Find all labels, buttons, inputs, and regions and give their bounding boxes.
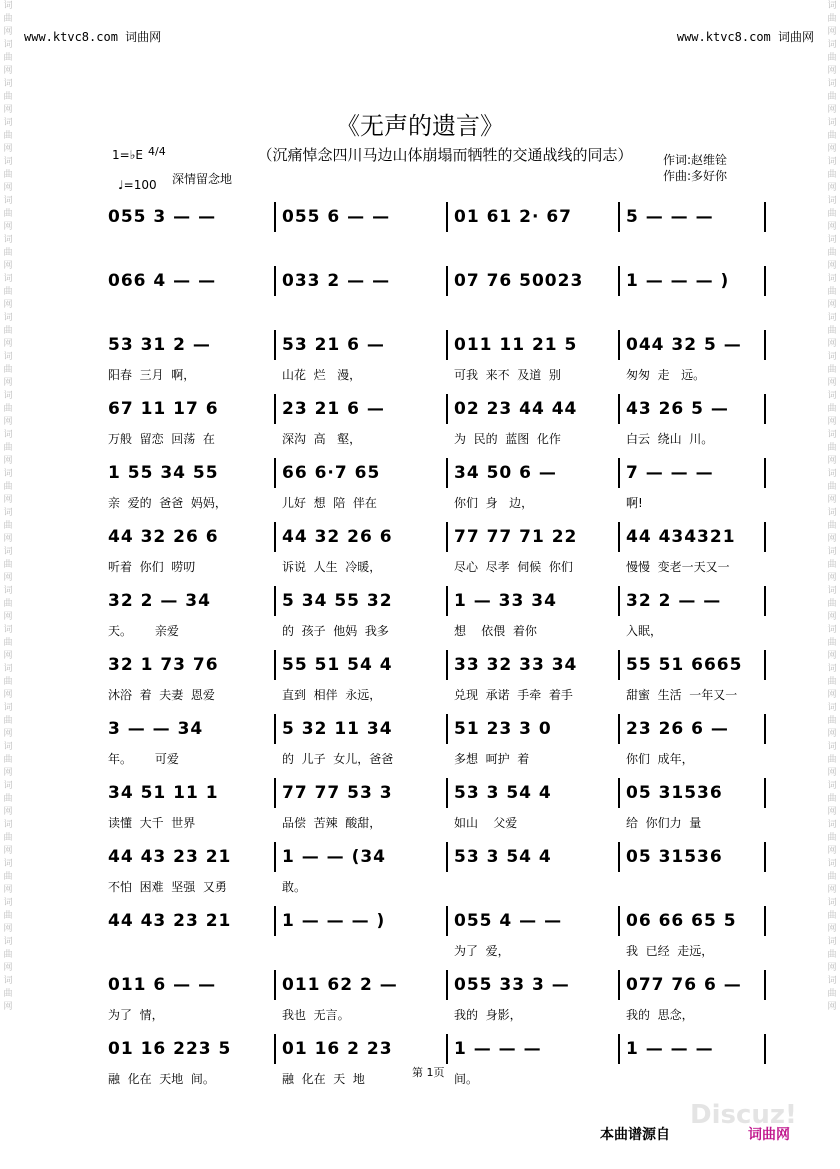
lyric-segment: 兑现 承诺 手牵 着手	[454, 688, 573, 702]
measure: 066 4 — —	[108, 271, 217, 291]
tempo-mark: ♩=100	[118, 178, 157, 192]
score-row	[100, 904, 768, 966]
measure: 53 31 2 —	[108, 335, 211, 355]
barline	[764, 394, 766, 424]
measure: 05 31536	[626, 847, 723, 867]
notes-line	[100, 456, 768, 490]
notes-line	[100, 904, 768, 938]
barline	[764, 202, 766, 232]
lyrics-line	[100, 298, 768, 326]
lyric-segment: 深沟 高 壑，	[282, 432, 362, 446]
lyric-segment: 儿好 想 陪 伴在	[282, 496, 377, 510]
barline	[618, 778, 620, 808]
score-row	[100, 712, 768, 774]
measure: 1 55 34 55	[108, 463, 219, 483]
time-signature: 4/4	[148, 145, 166, 158]
notes-line	[100, 200, 768, 234]
lyric-segment: 我的 身影，	[454, 1008, 522, 1022]
barline	[618, 714, 620, 744]
score-row	[100, 456, 768, 518]
lyrics-line	[100, 682, 768, 710]
lyric-segment: 天。 亲爱	[108, 624, 179, 638]
notes-line	[100, 392, 768, 426]
barline	[764, 970, 766, 1000]
measure: 7 — — —	[626, 463, 714, 483]
lyric-segment: 我 已经 走远，	[626, 944, 714, 958]
lyric-segment: 直到 相伴 永远，	[282, 688, 382, 702]
lyric-segment: 沐浴 着 夫妻 恩爱	[108, 688, 215, 702]
measure: 5 34 55 32	[282, 591, 393, 611]
barline	[618, 586, 620, 616]
lyrics-line	[100, 874, 768, 902]
measure: 5 — — —	[626, 207, 714, 227]
measure: 07 76 50023	[454, 271, 584, 291]
barline	[764, 458, 766, 488]
side-watermark-left: 词曲网词曲网词曲网词曲网词曲网词曲网词曲网词曲网词曲网词曲网词曲网词曲网词曲网词曲网词曲网词曲网词曲网词曲网词曲网词曲网词曲网词曲网词曲网词曲网词曲网词曲网	[3, 1, 13, 1012]
measure: 1 — — —	[626, 1039, 714, 1059]
measure: 32 2 — 34	[108, 591, 211, 611]
lyric-segment: 读懂 大千 世界	[108, 816, 196, 830]
lyric-segment: 我也 无言。	[282, 1008, 350, 1022]
barline	[764, 586, 766, 616]
composer: 作曲:多好你	[663, 169, 728, 183]
barline	[618, 842, 620, 872]
measure: 32 1 73 76	[108, 655, 219, 675]
measure: 033 2 — —	[282, 271, 391, 291]
measure: 66 6·7 65	[282, 463, 381, 483]
barline	[274, 330, 276, 360]
barline	[274, 586, 276, 616]
expression-mark: 深情留念地	[172, 172, 233, 186]
measure: 51 23 3 0	[454, 719, 552, 739]
lyric-segment: 的 孩子 他妈 我多	[282, 624, 389, 638]
measure: 77 77 71 22	[454, 527, 578, 547]
barline	[446, 522, 448, 552]
lyric-segment: 间。	[454, 1072, 479, 1086]
measure: 32 2 — —	[626, 591, 722, 611]
barline	[618, 330, 620, 360]
barline	[446, 266, 448, 296]
notes-line	[100, 776, 768, 810]
barline	[274, 394, 276, 424]
lyric-segment: 我的 思念，	[626, 1008, 694, 1022]
measure: 3 — — 34	[108, 719, 204, 739]
barline	[446, 970, 448, 1000]
lyric-segment: 诉说 人生 冷暖，	[282, 560, 382, 574]
barline	[274, 842, 276, 872]
lyrics-line	[100, 490, 768, 518]
score-row	[100, 264, 768, 326]
notes-line	[100, 840, 768, 874]
score-row	[100, 584, 768, 646]
lyric-segment: 融 化在 天 地	[282, 1072, 365, 1086]
score-row	[100, 776, 768, 838]
notes-line	[100, 264, 768, 298]
measure: 06 66 65 5	[626, 911, 737, 931]
side-watermark-right: 词曲网词曲网词曲网词曲网词曲网词曲网词曲网词曲网词曲网词曲网词曲网词曲网词曲网词曲网词曲网词曲网词曲网词曲网词曲网词曲网词曲网词曲网词曲网词曲网词曲网词曲网	[827, 1, 837, 1012]
key-signature: 1=♭E	[112, 148, 143, 162]
lyric-segment: 给 你们力 量	[626, 816, 702, 830]
page-number: 第 1页	[412, 1066, 445, 1079]
score-row	[100, 1032, 768, 1094]
footer-source-label: 本曲谱源自	[600, 1127, 670, 1143]
measure: 34 50 6 —	[454, 463, 557, 483]
barline	[446, 458, 448, 488]
measure: 67 11 17 6	[108, 399, 219, 419]
lyric-segment: 如山 父爱	[454, 816, 518, 830]
barline	[446, 202, 448, 232]
forum-watermark: Discuz!	[690, 1100, 797, 1130]
measure: 55 51 54 4	[282, 655, 393, 675]
lyric-segment: 可我 来不 及道 别	[454, 368, 561, 382]
barline	[274, 650, 276, 680]
lyrics-line	[100, 362, 768, 390]
lyricist: 作词:赵维铨	[663, 153, 728, 167]
score-row	[100, 968, 768, 1030]
measure: 01 61 2· 67	[454, 207, 573, 227]
measure: 1 — — — )	[626, 271, 730, 291]
score-row	[100, 840, 768, 902]
barline	[446, 586, 448, 616]
lyrics-line	[100, 938, 768, 966]
barline	[274, 1034, 276, 1064]
measure: 43 26 5 —	[626, 399, 729, 419]
lyric-segment: 啊!	[626, 496, 643, 510]
barline	[618, 266, 620, 296]
credits	[663, 152, 727, 184]
lyrics-line	[100, 554, 768, 582]
lyric-segment: 敢。	[282, 880, 307, 894]
measure: 53 3 54 4	[454, 847, 552, 867]
notes-line	[100, 648, 768, 682]
footer-brand-link[interactable]: 词曲网	[748, 1127, 790, 1143]
barline	[274, 714, 276, 744]
notes-line	[100, 1032, 768, 1066]
score-row	[100, 392, 768, 454]
barline	[446, 714, 448, 744]
measure: 23 26 6 —	[626, 719, 729, 739]
score-row	[100, 520, 768, 582]
measure: 34 51 11 1	[108, 783, 219, 803]
barline	[618, 522, 620, 552]
lyric-segment: 你们 成年，	[626, 752, 694, 766]
lyric-segment: 的 儿子 女儿，爸爸	[282, 752, 394, 766]
lyric-segment: 为了 情，	[108, 1008, 164, 1022]
measure: 44 43 23 21	[108, 911, 232, 931]
barline	[446, 778, 448, 808]
barline	[618, 202, 620, 232]
barline	[274, 266, 276, 296]
barline	[764, 1034, 766, 1064]
song-subtitle: （沉痛悼念四川马边山体崩塌而牺牲的交通战线的同志）	[257, 146, 633, 164]
measure: 1 — — — )	[282, 911, 386, 931]
measure: 011 6 — —	[108, 975, 217, 995]
lyrics-line	[100, 618, 768, 646]
lyric-segment: 年。 可爱	[108, 752, 179, 766]
lyric-segment: 你们 身 边，	[454, 496, 534, 510]
barline	[618, 906, 620, 936]
lyric-segment: 品偿 苦辣 酸甜，	[282, 816, 382, 830]
measure: 44 32 26 6	[282, 527, 393, 547]
measure: 33 32 33 34	[454, 655, 578, 675]
measure: 44 32 26 6	[108, 527, 219, 547]
measure: 055 33 3 —	[454, 975, 570, 995]
barline	[446, 842, 448, 872]
lyric-segment: 白云 绕山 川。	[626, 432, 714, 446]
barline	[274, 970, 276, 1000]
score-row	[100, 200, 768, 262]
lyrics-line	[100, 810, 768, 838]
measure: 44 43 23 21	[108, 847, 232, 867]
lyrics-line	[100, 746, 768, 774]
lyrics-line	[100, 1002, 768, 1030]
lyric-segment: 多想 呵护 着	[454, 752, 530, 766]
notes-line	[100, 520, 768, 554]
barline	[446, 330, 448, 360]
notes-line	[100, 712, 768, 746]
measure: 1 — — (34	[282, 847, 387, 867]
measure: 77 77 53 3	[282, 783, 393, 803]
barline	[446, 394, 448, 424]
measure: 5 32 11 34	[282, 719, 393, 739]
barline	[618, 650, 620, 680]
measure: 011 62 2 —	[282, 975, 398, 995]
measure: 1 — 33 34	[454, 591, 557, 611]
measure: 05 31536	[626, 783, 723, 803]
barline	[764, 906, 766, 936]
lyric-segment: 甜蜜 生活 一年又一	[626, 688, 738, 702]
barline	[764, 778, 766, 808]
lyric-segment: 为 民的 蓝图 化作	[454, 432, 561, 446]
barline	[618, 970, 620, 1000]
notes-line	[100, 328, 768, 362]
barline	[618, 394, 620, 424]
header-right: www.ktvc8.com 词曲网	[676, 30, 814, 44]
barline	[618, 1034, 620, 1064]
score-row	[100, 328, 768, 390]
lyric-segment: 匆匆 走 远。	[626, 368, 706, 382]
lyric-segment: 入眠，	[626, 624, 663, 638]
barline	[274, 906, 276, 936]
measure: 23 21 6 —	[282, 399, 385, 419]
measure: 01 16 223 5	[108, 1039, 232, 1059]
barline	[446, 1034, 448, 1064]
measure: 055 4 — —	[454, 911, 563, 931]
lyric-segment: 慢慢 变老一天又一	[626, 560, 730, 574]
barline	[274, 522, 276, 552]
barline	[446, 650, 448, 680]
measure: 53 21 6 —	[282, 335, 385, 355]
measure: 044 32 5 —	[626, 335, 742, 355]
lyric-segment: 万般 留恋 回荡 在	[108, 432, 215, 446]
lyrics-line	[100, 234, 768, 262]
header-left: www.ktvc8.com 词曲网	[24, 30, 162, 44]
measure: 55 51 6665	[626, 655, 743, 675]
lyric-segment: 阳春 三月 啊，	[108, 368, 196, 382]
measure: 055 6 — —	[282, 207, 391, 227]
barline	[764, 650, 766, 680]
song-title: 《无声的遗言》	[336, 112, 504, 140]
barline	[764, 266, 766, 296]
lyric-segment: 不怕 困难 坚强 又勇	[108, 880, 227, 894]
score-row	[100, 648, 768, 710]
measure: 02 23 44 44	[454, 399, 578, 419]
measure: 1 — — —	[454, 1039, 542, 1059]
lyric-segment: 为了 爱，	[454, 944, 510, 958]
barline	[764, 522, 766, 552]
barline	[446, 906, 448, 936]
lyric-segment: 亲 爱的 爸爸 妈妈，	[108, 496, 227, 510]
barline	[274, 778, 276, 808]
measure: 011 11 21 5	[454, 335, 578, 355]
lyric-segment: 想 依偎 着你	[454, 624, 537, 638]
barline	[274, 202, 276, 232]
measure: 055 3 — —	[108, 207, 217, 227]
lyric-segment: 听着 你们 唠叨	[108, 560, 196, 574]
notes-line	[100, 968, 768, 1002]
barline	[274, 458, 276, 488]
notes-line	[100, 584, 768, 618]
measure: 077 76 6 —	[626, 975, 742, 995]
lyric-segment: 尽心 尽孝 伺候 你们	[454, 560, 573, 574]
barline	[764, 714, 766, 744]
lyric-segment: 山花 烂 漫，	[282, 368, 362, 382]
barline	[764, 842, 766, 872]
measure: 01 16 2 23	[282, 1039, 393, 1059]
measure: 44 434321	[626, 527, 736, 547]
lyrics-line	[100, 426, 768, 454]
lyric-segment: 融 化在 天地 间。	[108, 1072, 215, 1086]
measure: 53 3 54 4	[454, 783, 552, 803]
barline	[764, 330, 766, 360]
barline	[618, 458, 620, 488]
